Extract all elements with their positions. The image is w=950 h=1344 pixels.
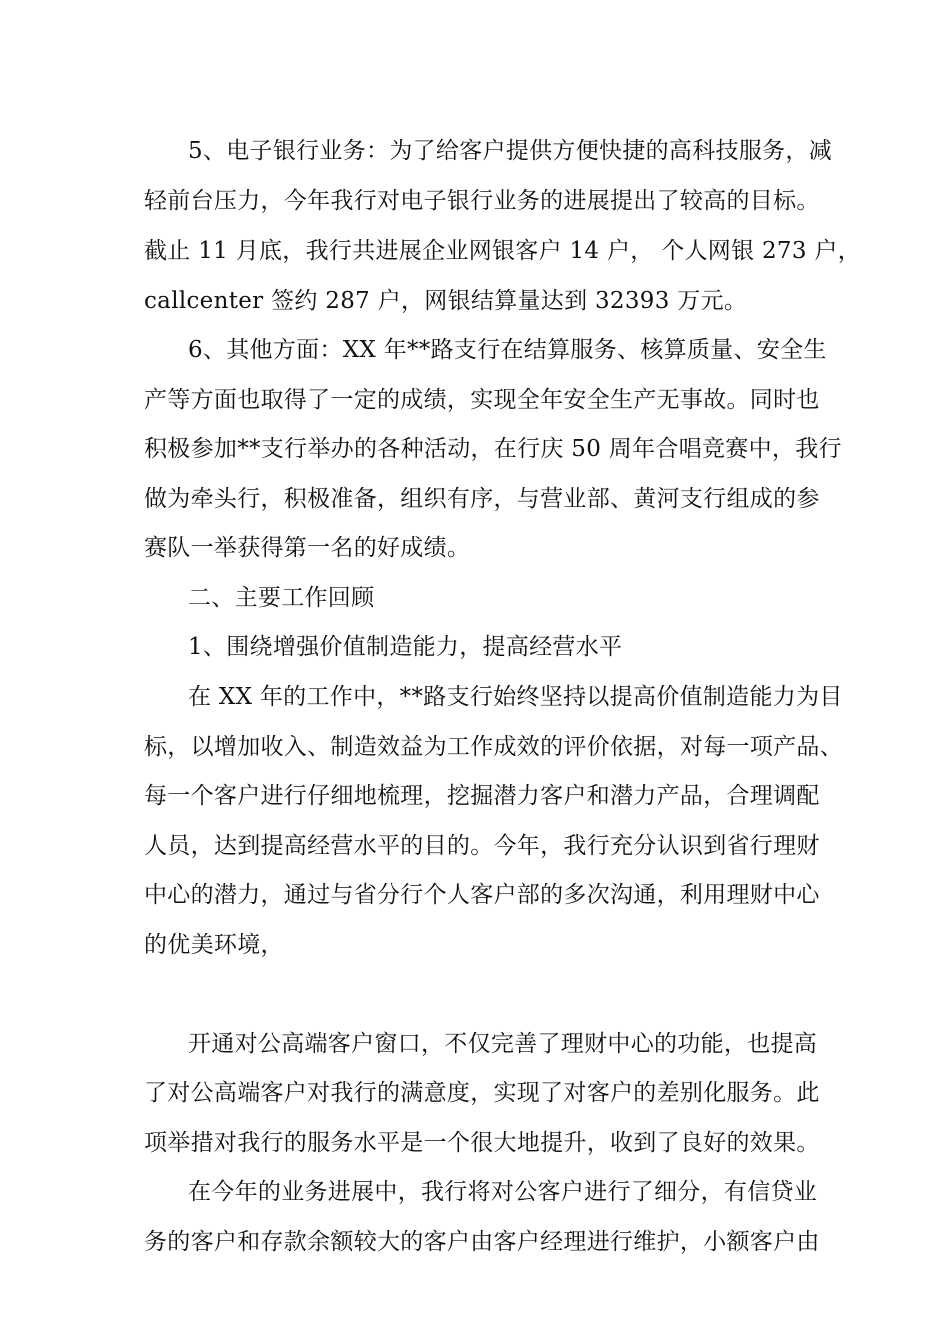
paragraph-segmentation-line-1: 在今年的业务进展中，我行将对公客户进行了细分，有信贷业 [188,1179,818,1205]
paragraph-other-line-5: 赛队一举获得第一名的好成绩。 [144,535,471,561]
paragraph-e-banking-line-2: 轻前台压力，今年我行对电子银行业务的进展提出了较高的目标。 [144,188,820,214]
paragraph-value-line-5: 中心的潜力，通过与省分行个人客户部的多次沟通，利用理财中心 [144,882,820,908]
paragraph-value-line-2: 标，以增加收入、制造效益为工作成效的评价依据，对每一项产品、 [144,734,843,760]
paragraph-other-line-1: 6、其他方面：XX 年**路支行在结算服务、核算质量、安全生 [188,337,827,363]
paragraph-window-line-3: 项举措对我行的服务水平是一个很大地提升，收到了良好的效果。 [144,1130,820,1156]
paragraph-other-line-3: 积极参加**支行举办的各种活动，在行庆 50 周年合唱竞赛中，我行 [144,436,842,462]
paragraph-window-line-1: 开通对公高端客户窗口，不仅完善了理财中心的功能，也提高 [188,1031,818,1057]
paragraph-other-line-4: 做为牵头行，积极准备，组织有序，与营业部、黄河支行组成的参 [144,486,820,512]
paragraph-value-line-4: 人员，达到提高经营水平的目的。今年，我行充分认识到省行理财 [144,833,820,859]
paragraph-e-banking-line-4: callcenter 签约 287 户，网银结算量达到 32393 万元。 [144,288,748,314]
paragraph-e-banking-line-1: 5、电子银行业务：为了给客户提供方便快捷的高科技服务，减 [188,138,833,164]
paragraph-window-line-2: 了对公高端客户对我行的满意度，实现了对客户的差别化服务。此 [144,1080,820,1106]
subsection-heading: 1、围绕增强价值制造能力，提高经营水平 [188,634,623,660]
paragraph-other-line-2: 产等方面也取得了一定的成绩，实现全年安全生产无事故。同时也 [144,387,820,413]
paragraph-value-line-1: 在 XX 年的工作中，**路支行始终坚持以提高价值制造能力为目 [188,684,843,710]
section-heading: 二、主要工作回顾 [188,585,375,611]
paragraph-value-line-6: 的优美环境， [144,932,284,958]
paragraph-e-banking-line-3: 截止 11 月底，我行共进展企业网银客户 14 户， 个人网银 273 户， [144,238,862,264]
paragraph-segmentation-line-2: 务的客户和存款余额较大的客户由客户经理进行维护，小额客户由 [144,1229,820,1255]
paragraph-value-line-3: 每一个客户进行仔细地梳理，挖掘潜力客户和潜力产品，合理调配 [144,783,820,809]
